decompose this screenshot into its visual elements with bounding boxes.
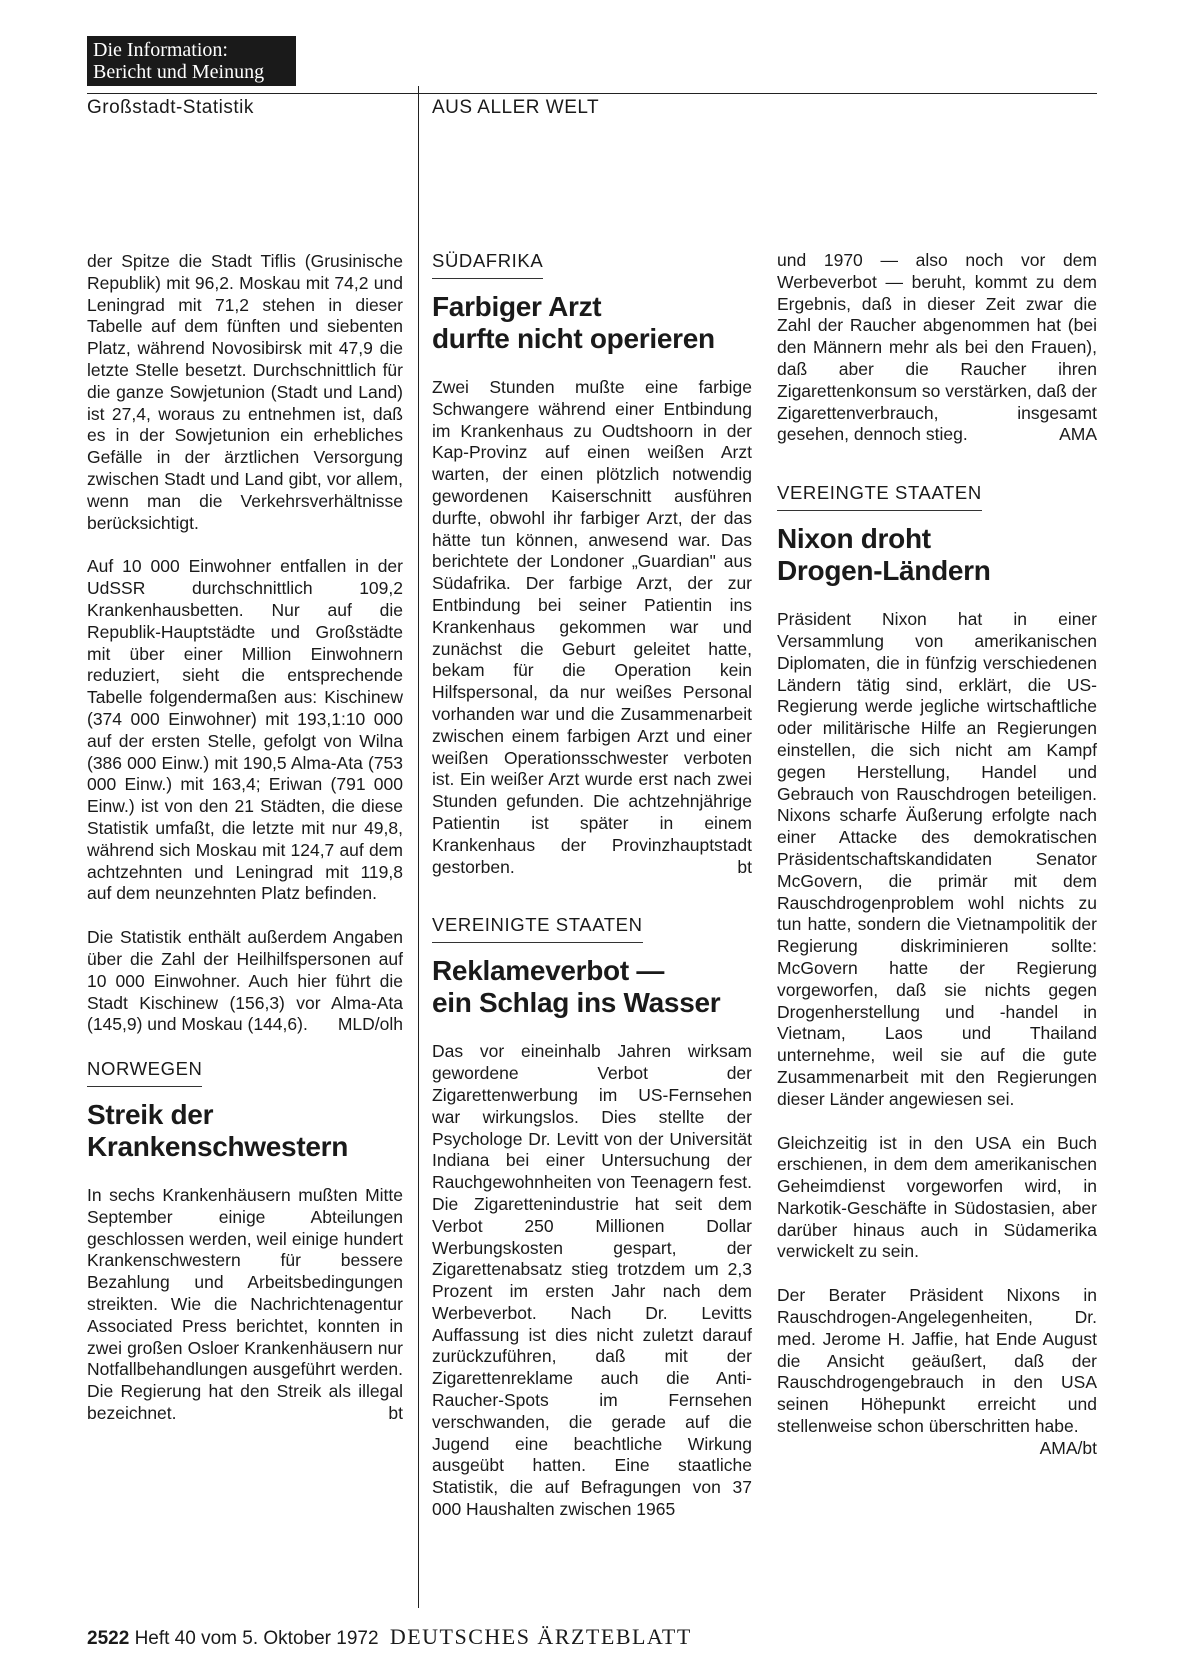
- running-head-right: AUS ALLER WELT: [432, 97, 600, 118]
- paragraph-text: In sechs Krankenhäusern mußten Mitte September einige Abteilungen geschlossen werden, weil einige hundert Krankenschwestern für bessere Bezahlung und Arbeitsbedingungen streikten. Wie die Nachrichtenagentur Associated Press berichtet, konnten in zwei großen Osloer Krankenhäusern nur Notfallbehandlungen ausgeführt werden. Die Regierung hat den Streik als illegal bezeichnet.: [87, 1185, 403, 1424]
- section-badge: [87, 36, 296, 86]
- paragraph: Präsident Nixon hat in einer Versammlung von amerikanischen Diplomaten, die in fünfzig verschiedenen Ländern tätig sind, erklärt, die US-Regierung werde jegliche wirtschaftliche oder militärische Hilfe an Regierungen einstellen, die sich nicht am Kampf gegen Herstellung, Handel und Gebrauch von Rauschdrogen beteiligen. Nixons scharfe Äußerung erfolgte nach einer Attacke des demokratischen Präsidentschaftskandidaten Senator McGovern, die primär mit dem Rauschdrogenproblem wohl nichts zu tun hatte, sondern die Vietnampolitik der Regierung diskriminieren sollte: McGovern hatte der Regierung vorgeworfen, daß sie nichts gegen Drogenherstellung und -handel in Vietnam, Laos und Thailand unternehme, weil sie auf die gute Zusammenarbeit mit den Regierungen dieser Länder angewiesen sei.: [777, 609, 1097, 1109]
- article-headline: [87, 1099, 403, 1163]
- column-divider: [418, 86, 419, 1608]
- column-2: [432, 250, 752, 1543]
- paragraph: [87, 1185, 403, 1425]
- headline-line-1: Reklameverbot —: [432, 955, 665, 987]
- headline-line-1: Farbiger Arzt: [432, 291, 602, 322]
- badge-line-2: Bericht und Meinung: [93, 61, 265, 83]
- paragraph-text: und 1970 — also noch vor dem Werbeverbot — beruht, kommt zu dem Ergebnis, daß in dieser Zeit zwar die Zahl der Raucher abgenommen hat (bei den Männern mehr als bei den Frauen), daß aber die Raucher ihren Zigarettenkonsum so verstärken, daß der Zigarettenverbrauch, insgesamt gesehen, dennoch stieg.: [777, 250, 1098, 445]
- author-signature: AMA/bt: [1039, 1437, 1097, 1458]
- author-signature: bt: [737, 856, 752, 877]
- paragraph: [777, 250, 1097, 446]
- article-headline: [432, 955, 752, 1019]
- header-rule: [87, 93, 1097, 94]
- paragraph: [777, 1285, 1097, 1458]
- paragraph: der Spitze die Stadt Tiflis (Grusinische Republik) mit 96,2. Moskau mit 74,2 und Leningrad mit 71,2 stehen in dieser Tabelle auf dem fünften und siebenten Platz, während Novosibirsk mit 47,9 die letzte Stelle besetzt. Durchschnittlich für die ganze Sowjetunion (Stadt und Land) ist 27,4, woraus zu entnehmen ist, daß es in der Sowjetunion ein erhebliches Gefälle in der ärztlichen Versorgung zwischen Stadt und Land gibt, vor allem, wenn man die Verkehrsverhältnisse berücksichtigt.: [87, 251, 403, 533]
- article-headline: [432, 291, 752, 355]
- paragraph: Gleichzeitig ist in den USA ein Buch erschienen, in dem dem amerikanischen Geheimdienst vorgeworfen wird, in Narkotik-Geschäfte in Südostasien, aber darüber hinaus auch in Südamerika verwickelt zu sein.: [777, 1132, 1097, 1262]
- paragraph: Auf 10 000 Einwohner entfallen in der UdSSR durchschnittlich 109,2 Krankenhausbetten. Nur auf die Republik-Hauptstädte und Großstädte mit über einer Million Einwohnern reduziert, sieht die entsprechende Tabelle folgendermaßen aus: Kischinew (374 000 Einwohner) mit 193,1:10 000 auf der ersten Stelle, gefolgt von Wilna (386 000 Einw.) mit 190,5 Alma-Ata (753 000 Einw.) mit 163,4; Eriwan (791 000 Einw.) ist von den 21 Städten, die diese Statistik umfaßt, die letzte mit nur 49,8, während sich Moskau mit 124,7 auf dem achtzehnten und Leningrad mit 119,8 auf dem neunzehnten Platz befinden.: [87, 556, 403, 904]
- badge-line-1: Die Information:: [93, 39, 228, 61]
- column-3: [777, 250, 1097, 1460]
- paragraph-text: Die Statistik enthält außerdem Angaben über die Zahl der Heilhilfspersonen auf 10 000 Einwohner. Auch hier führt die Stadt Kischinew (156,3) vor Alma-Ata (145,9) und Moskau (144,6).: [87, 927, 403, 1035]
- article-headline: [777, 523, 1097, 587]
- headline-line-2: Krankenschwestern: [87, 1131, 349, 1163]
- paragraph-text: Zwei Stunden mußte eine farbige Schwangere während einer Entbindung im Krankenhaus zu Oudtshoorn in der Kap-Provinz auf einen weißen Arzt warten, der einen plötzlich notwendig gewordenen Kaiserschnitt ausführen durfte, obwohl ihr farbiger Arzt, der das hätte tun können, anwesend war. Das berichtete der Londoner „Guardian" aus Südafrika. Der farbige Arzt, der zur Entbindung bei seiner Patientin ins Krankenhaus gekommen war und zunächst die Geburt geleitet hatte, bekam für die Operation kein Hilfspersonal, da nur weißes Personal vorhanden war und die Zusammenarbeit zwischen einem farbigen Arzt und einer weißen Operationsschwester verboten ist. Ein weißer Arzt wurde erst nach zwei Stunden gefunden. Die achtzehnjährige Patientin ist später in einem Krankenhaus der Provinzhauptstadt gestorben.: [432, 377, 752, 877]
- page-footer: [87, 1624, 692, 1650]
- headline-line-2: durfte nicht operieren: [432, 323, 715, 354]
- paragraph: [87, 927, 403, 1036]
- author-signature: AMA: [1059, 424, 1097, 445]
- section-label: VEREINGTE STAATEN: [777, 482, 982, 511]
- paragraph: Das vor eineinhalb Jahren wirksam gewordene Verbot der Zigarettenwerbung im US-Fernsehen war wirkungslos. Dies stellte der Psychologe Dr. Levitt von der Universität Indiana bei einer Untersuchung der Rauchgewohnheiten von Teenagern fest. Die Zigarettenindustrie hat seit dem Verbot 250 Millionen Dollar Werbungskosten gespart, der Zigarettenabsatz stieg trotzdem um 2,3 Prozent im ersten Jahr nach dem Werbeverbot. Nach Dr. Levitts Auffassung ist dies nicht zuletzt darauf zurückzuführen, daß mit der Zigarettenreklame auch die Anti-Raucher-Spots im Fernsehen verschwanden, die gerade auf die Jugend eine beachtliche Wirkung ausgeübt hatten. Eine staatliche Statistik, die auf Befragungen von 37 000 Haushalten zwischen 1965: [432, 1041, 752, 1520]
- magazine-name: DEUTSCHES ÄRZTEBLATT: [389, 1624, 692, 1649]
- headline-line-1: Nixon droht: [777, 523, 931, 555]
- paragraph: [432, 377, 752, 878]
- headline-line-2: ein Schlag ins Wasser: [432, 987, 721, 1019]
- column-1: [87, 251, 403, 1447]
- headline-line-2: Drogen-Ländern: [777, 555, 991, 587]
- author-signature: bt: [388, 1403, 403, 1424]
- section-label: SÜDAFRIKA: [432, 250, 543, 279]
- author-signature: MLD/olh: [337, 1014, 403, 1035]
- issue-info: Heft 40 vom 5. Oktober 1972: [134, 1628, 379, 1649]
- running-head-left: Großstadt-Statistik: [87, 97, 254, 118]
- headline-line-1: Streik der: [87, 1099, 214, 1131]
- paragraph-text: Der Berater Präsident Nixons in Rauschdrogen-Angelegenheiten, Dr. med. Jerome H. Jaffie, hat Ende August die Ansicht geäußert, daß der Rauschdrogengebrauch in den USA seinen Höhepunkt erreicht und stellenweise schon überschritten habe.: [777, 1285, 1097, 1437]
- section-label: NORWEGEN: [87, 1058, 202, 1087]
- section-label: VEREINIGTE STAATEN: [432, 914, 643, 943]
- page-number: 2522: [87, 1628, 130, 1649]
